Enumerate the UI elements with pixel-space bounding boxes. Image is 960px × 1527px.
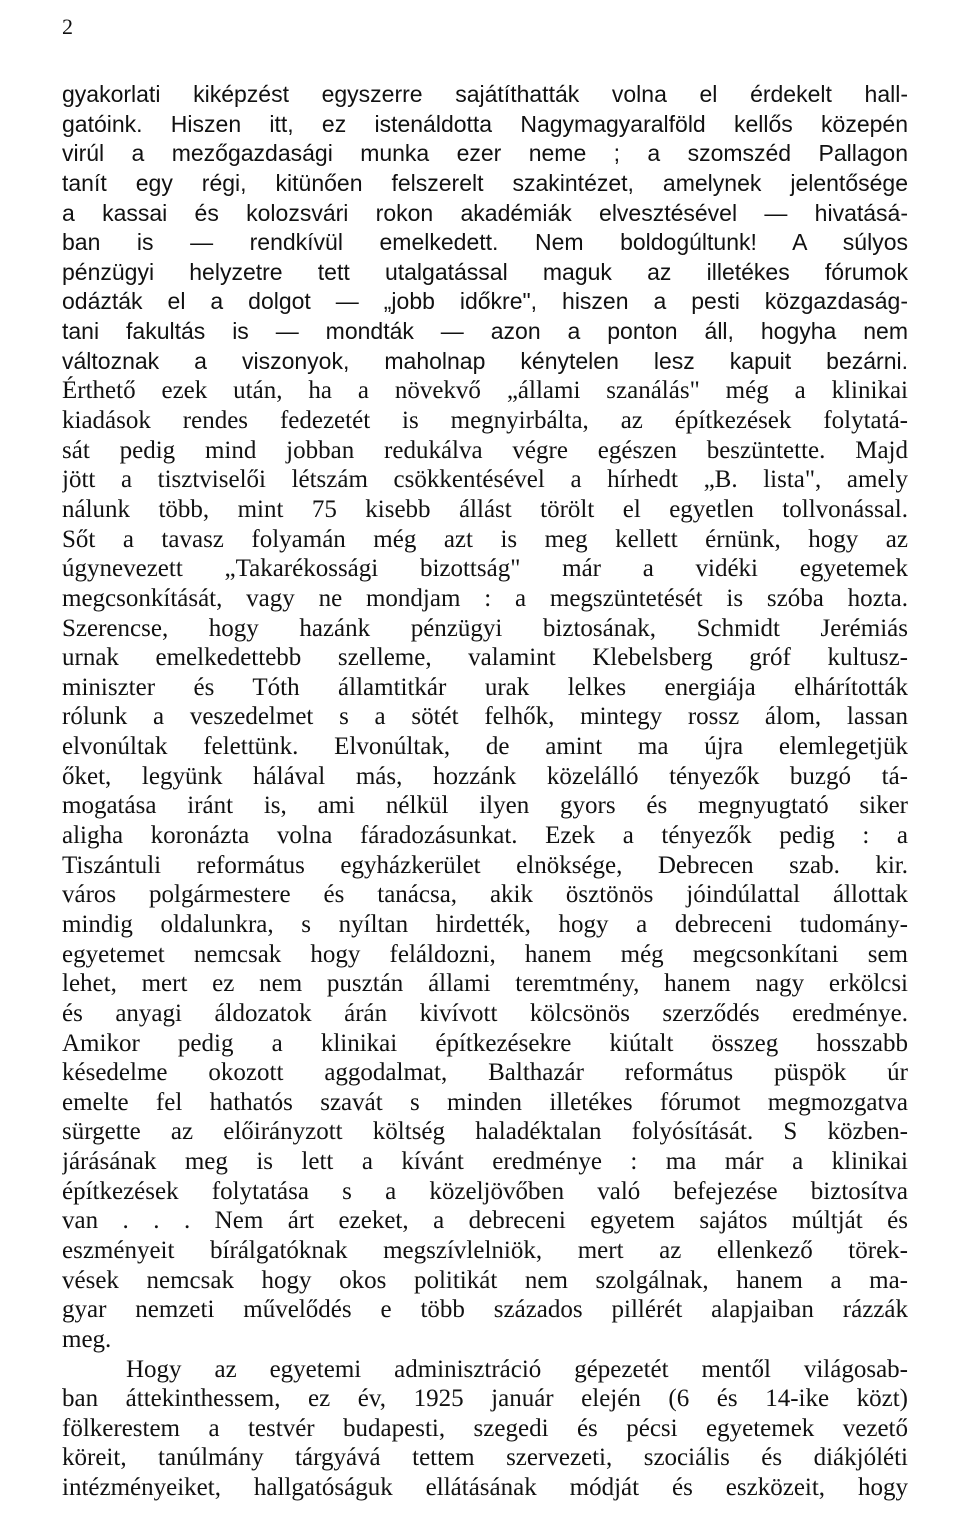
text-line: köreit, tanúlmány tárgyává tettem szervezeti, szociális és diákjóléti xyxy=(62,1444,908,1472)
text-line: és anyagi áldozatok árán kivívott kölcsönös szerződés eredménye. xyxy=(62,999,908,1027)
text-line: késedelme okozott aggodalmat, Balthazár református püspök úr xyxy=(62,1059,908,1087)
text-line: úgynevezett „Takarékossági bizottság" már a vidéki egyetemek xyxy=(62,555,908,583)
text-line: jött a tisztviselői létszám csökkentésével a hírhedt „B. lista", amely xyxy=(62,466,908,494)
text-line: vések nemcsak hogy okos politikát nem szolgálnak, hanem a ma- xyxy=(62,1266,908,1294)
body-text xyxy=(62,80,908,1503)
text-line: nálunk több, mint 75 kisebb állást törölt el egyetlen tollvonással. xyxy=(62,495,908,523)
text-line: gyar nemzeti művelődés e több százados pillérét alapjaiban rázzák xyxy=(62,1296,908,1324)
text-line: a kassai és kolozsvári rokon akadémiák elvesztésével — hivatásá- xyxy=(62,199,908,226)
text-line: gatóink. Hiszen itt, ez istenáldotta Nagymagyaralföld kellős közepén xyxy=(62,110,908,137)
text-line: tani fakultás is — mondták — azon a ponton áll, hogyha nem xyxy=(62,318,908,345)
text-line: emelte fel hathatós szavát s minden illetékes fórumot megmozgatva xyxy=(62,1088,908,1116)
text-line: intézményeiket, hallgatóságuk ellátásának módját és eszközeit, hogy xyxy=(62,1474,908,1502)
text-line: aligha koronázta volna fáradozásunkat. Ezek a tényezők pedig : a xyxy=(62,822,908,850)
text-line: miniszter és Tóth államtitkár urak lelkes energiája elhárították xyxy=(62,673,908,701)
text-line: pénzügyi helyzetre tett utalgatással maguk az illetékes fórumok xyxy=(62,258,908,285)
text-line: építkezések folytatása s a közeljövőben való befejezése biztosítva xyxy=(62,1177,908,1205)
text-line: Amikor pedig a klinikai építkezésekre kiútalt összeg hosszabb xyxy=(62,1029,908,1057)
text-line: odázták el a dolgot — „jobb időkre", hiszen a pesti közgazdaság- xyxy=(62,288,908,315)
text-line: virúl a mezőgazdasági munka ezer neme ; a szomszéd Pallagon xyxy=(62,140,908,167)
text-line: gyakorlati kiképzést egyszerre sajátíthatták volna el érdekelt hall- xyxy=(62,81,908,107)
text-line: sürgette az előirányzott költség haladéktalan folyósítását. S közben- xyxy=(62,1118,908,1146)
text-line: Érthető ezek után, ha a növekvő „állami szanálás" még a klinikai xyxy=(62,377,908,405)
text-line: Tiszántuli református egyházkerület elnöksége, Debrecen szab. kir. xyxy=(62,851,908,879)
text-line: változnak a viszonyok, maholnap kénytelen lesz kapuit bezárni. xyxy=(62,347,908,374)
text-line: Hogy az egyetemi adminisztráció gépezetét mentől világosab- xyxy=(126,1355,908,1383)
text-line: őket, legyünk hálával más, hozzánk közelálló tényezők buzgó tá- xyxy=(62,762,908,790)
text-line: kiadások rendes fedezetét is megnyirbálta, az építkezések folytatá- xyxy=(62,407,908,435)
text-line: Szerencse, hogy hazánk pénzügyi biztosának, Schmidt Jerémiás xyxy=(62,614,908,642)
text-line: ban áttekinthessem, ez év, 1925 január elején (6 és 14-ike közt) xyxy=(62,1385,908,1413)
text-line: elvonúltak felettünk. Elvonúltak, de amint ma újra elemlegetjük xyxy=(62,733,908,761)
text-line: járásának meg is lett a kívánt eredménye : ma már a klinikai xyxy=(62,1148,908,1176)
text-line: urnak emelkedettebb szelleme, valamint Klebelsberg gróf kultusz- xyxy=(62,644,908,672)
text-line: mindig oldalunkra, s nyíltan hirdették, hogy a debreceni tudomány- xyxy=(62,910,908,938)
text-line: megcsonkítását, vagy ne mondjam : a megszüntetését is szóba hozta. xyxy=(62,584,908,612)
text-line: sát pedig mind jobban redukálva végre egészen beszüntette. Majd xyxy=(62,436,908,464)
text-line: lehet, mert ez nem pusztán állami teremtmény, hanem nagy erkölcsi xyxy=(62,970,908,998)
text-line: egyetemet nemcsak hogy feláldozni, hanem még megcsonkítani sem xyxy=(62,940,908,968)
text-line: rólunk a veszedelmet s a sötét felhők, mintegy rossz álom, lassan xyxy=(62,703,908,731)
text-line: meg. xyxy=(62,1325,112,1353)
text-line: tanít egy régi, kitünően felszerelt szakintézet, amelynek jelentősége xyxy=(62,169,908,196)
text-line: mogatása iránt is, ami nélkül ilyen gyors és megnyugtató siker xyxy=(62,792,908,820)
page-number: 2 xyxy=(62,14,73,39)
text-line: ban is — rendkívül emelkedett. Nem boldogúltunk! A súlyos xyxy=(62,229,908,256)
text-line: város polgármestere és tanácsa, akik ösztönös jóindúlattal állottak xyxy=(62,881,908,909)
text-line: van . . . Nem árt ezeket, a debreceni egyetem sajátos múltját és xyxy=(62,1207,908,1235)
text-line: fölkerestem a testvér budapesti, szegedi és pécsi egyetemek vezető xyxy=(62,1414,908,1442)
text-line: eszményeit bírálgatóknak megszívlelniök, mert az ellenkező törek- xyxy=(62,1236,908,1264)
text-line: Sőt a tavasz folyamán még azt is meg kellett érnünk, hogy az xyxy=(62,525,908,553)
